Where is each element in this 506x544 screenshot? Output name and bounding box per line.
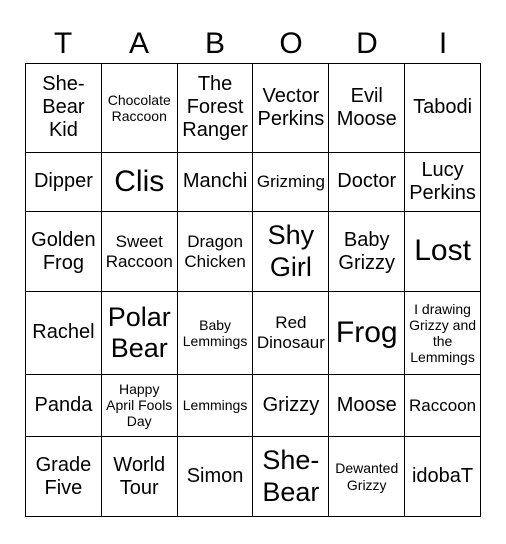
bingo-cell: She-Bear	[253, 437, 329, 517]
bingo-cell: Panda	[26, 374, 102, 436]
bingo-cell: Frog	[329, 291, 405, 374]
bingo-cell: Dewanted Grizzy	[329, 437, 405, 517]
bingo-cell: Simon	[177, 437, 253, 517]
bingo-cell: Evil Moose	[329, 64, 405, 153]
header-letter-6: I	[438, 27, 448, 60]
bingo-cell: Lost	[405, 212, 481, 292]
bingo-header	[25, 24, 481, 64]
board-row-4	[26, 291, 481, 374]
header-letter-5: D	[356, 27, 378, 60]
bingo-cell: Raccoon	[405, 374, 481, 436]
bingo-cell: Chocolate Raccoon	[101, 64, 177, 153]
bingo-cell: Manchi	[177, 152, 253, 211]
board-row-5	[26, 374, 481, 436]
bingo-cell: Grizming	[253, 152, 329, 211]
bingo-cell: Golden Frog	[26, 212, 102, 292]
bingo-cell: Sweet Raccoon	[101, 212, 177, 292]
board-row-3	[26, 212, 481, 292]
bingo-cell: Doctor	[329, 152, 405, 211]
bingo-cell: Dragon Chicken	[177, 212, 253, 292]
bingo-cell: Rachel	[26, 291, 102, 374]
bingo-cell: She-Bear Kid	[26, 64, 102, 153]
bingo-cell: Tabodi	[405, 64, 481, 153]
bingo-cell: Happy April Fools Day	[101, 374, 177, 436]
board-row-6	[26, 437, 481, 517]
bingo-cell: idobaT	[405, 437, 481, 517]
header-letter-1: T	[53, 27, 73, 60]
bingo-cell: Baby Grizzy	[329, 212, 405, 292]
bingo-cell: Clis	[101, 152, 177, 211]
board-row-1	[26, 64, 481, 153]
bingo-cell: Lemmings	[177, 374, 253, 436]
bingo-cell: Red Dinosaur	[253, 291, 329, 374]
bingo-cell: Shy Girl	[253, 212, 329, 292]
bingo-cell: Grizzy	[253, 374, 329, 436]
bingo-cell: Dipper	[26, 152, 102, 211]
header-letter-2: A	[128, 27, 149, 60]
board-row-2	[26, 152, 481, 211]
bingo-cell: World Tour	[101, 437, 177, 517]
header-letter-4: O	[279, 27, 303, 60]
bingo-cell: Vector Perkins	[253, 64, 329, 153]
bingo-cell: Baby Lemmings	[177, 291, 253, 374]
bingo-cell: Moose	[329, 374, 405, 436]
bingo-board	[25, 63, 481, 517]
bingo-cell: The Forest Ranger	[177, 64, 253, 153]
bingo-cell: Grade Five	[26, 437, 102, 517]
header-letter-3: B	[204, 27, 225, 60]
bingo-cell: Polar Bear	[101, 291, 177, 374]
bingo-cell: I drawing Grizzy and the Lemmings	[405, 291, 481, 374]
bingo-cell: Lucy Perkins	[405, 152, 481, 211]
